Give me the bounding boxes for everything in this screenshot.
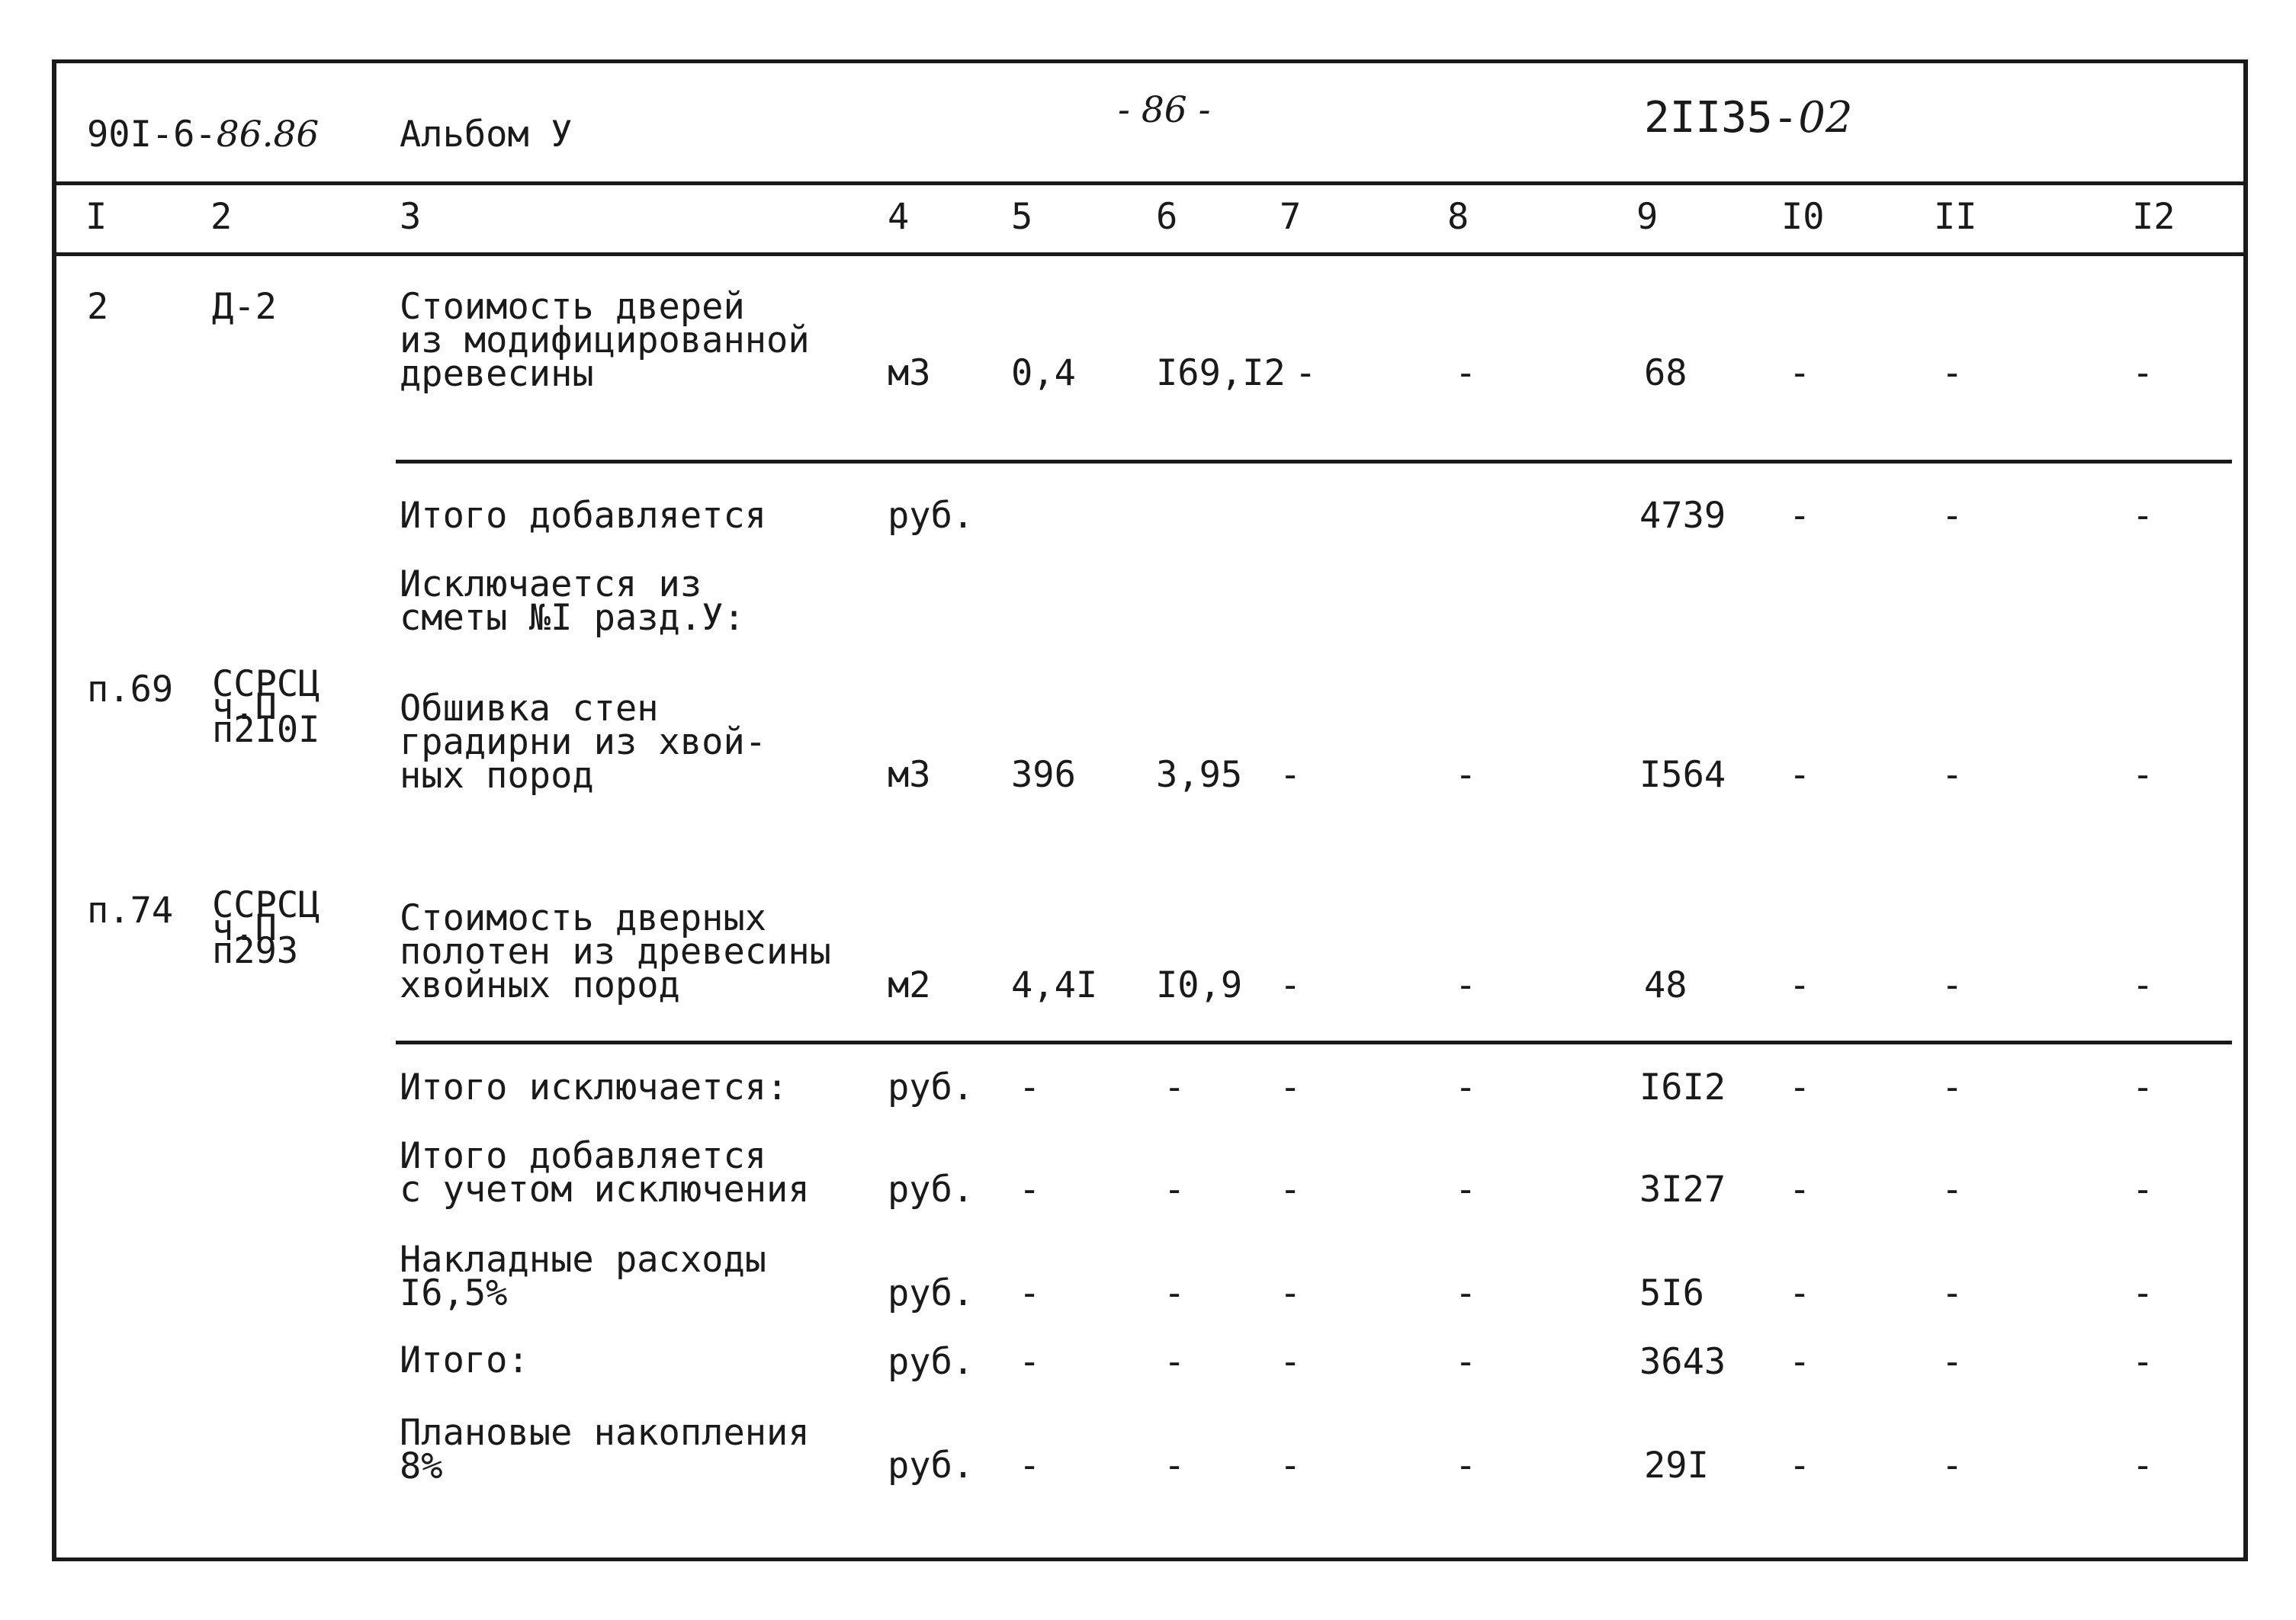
column-number: 3 (400, 196, 422, 238)
row-col11: - (1941, 964, 1964, 1006)
row-col8: - (1455, 964, 1477, 1006)
row-col11: - (1941, 1067, 1964, 1108)
doc-number-printed: 2II35- (1644, 93, 1799, 143)
row-total: 4739 (1639, 495, 1726, 537)
column-number: 9 (1636, 196, 1659, 238)
row-total: I6I2 (1639, 1067, 1726, 1108)
doc-number-handwritten: 02 (1798, 93, 1853, 143)
row-quantity: - (1019, 1169, 1041, 1211)
row-col7: - (1280, 1272, 1302, 1314)
page-number: - 86 - (1118, 89, 1211, 131)
column-header-divider (56, 252, 2243, 256)
row-quantity: 396 (1011, 754, 1076, 796)
row-unit: руб. (888, 1067, 975, 1108)
row-number: 2 (87, 286, 109, 328)
row-unit: м2 (888, 964, 931, 1006)
row-col7: - (1295, 352, 1317, 394)
row-col8: - (1455, 1067, 1477, 1108)
row-number: п.69 (87, 669, 174, 711)
row-col11: - (1941, 495, 1964, 537)
row-col7: - (1280, 1341, 1302, 1383)
row-quantity: - (1019, 1445, 1041, 1487)
row-col12: - (2132, 964, 2154, 1006)
row-unit-price: - (1164, 1341, 1186, 1383)
row-col12: - (2132, 1067, 2154, 1108)
row-unit: м3 (888, 754, 931, 796)
column-number: 6 (1156, 196, 1178, 238)
row-unit: м3 (888, 352, 931, 394)
row-col10: - (1789, 1272, 1811, 1314)
row-col11: - (1941, 1272, 1964, 1314)
row-total: 3I27 (1639, 1169, 1726, 1211)
row-col11: - (1941, 1445, 1964, 1487)
row-description: Обшивка стен градирни из хвой- ных пород (400, 688, 767, 797)
row-description: Итого: (400, 1339, 529, 1381)
row-col12: - (2132, 352, 2154, 394)
row-total: 5I6 (1639, 1272, 1704, 1314)
row-col7: - (1280, 1169, 1302, 1211)
row-total: 3643 (1639, 1341, 1726, 1383)
column-number: 2 (210, 196, 233, 238)
row-description: Стоимость дверей из модифицированной древесины (400, 286, 810, 395)
row-unit-price: - (1164, 1169, 1186, 1211)
row-col7: - (1280, 964, 1302, 1006)
row-divider (396, 460, 2232, 464)
column-number: 4 (888, 196, 910, 238)
row-description: Накладные расходы I6,5% (400, 1239, 767, 1314)
row-col8: - (1455, 1445, 1477, 1487)
row-code: ССРСЦ ч.П п293 (212, 884, 320, 972)
row-col10: - (1789, 964, 1811, 1006)
column-number: I2 (2132, 196, 2176, 238)
row-description: Итого добавляется с учетом исключения (400, 1135, 810, 1211)
row-col8: - (1455, 754, 1477, 796)
row-total: 68 (1644, 352, 1687, 394)
column-number: II (1934, 196, 1977, 238)
row-unit-price: 3,95 (1156, 754, 1243, 796)
row-col12: - (2132, 495, 2154, 537)
row-col7: - (1280, 754, 1302, 796)
row-unit-price: I0,9 (1156, 964, 1243, 1006)
row-col10: - (1789, 495, 1811, 537)
row-code: Д-2 (212, 286, 277, 328)
row-col10: - (1789, 1067, 1811, 1108)
row-description: Итого исключается: (400, 1067, 788, 1108)
column-number: 8 (1447, 196, 1469, 238)
header-divider (56, 181, 2243, 185)
row-total: 29I (1644, 1445, 1709, 1487)
row-code: ССРСЦ ч.П п2I0I (212, 663, 320, 751)
column-number: I (85, 196, 108, 238)
row-divider (396, 1041, 2232, 1044)
row-col10: - (1789, 754, 1811, 796)
row-col12: - (2132, 754, 2154, 796)
album-label: Альбом У (400, 114, 573, 156)
row-description: Стоимость дверных полотен из древесины хвойных пород (400, 897, 831, 1006)
doc-code-handwritten: 86.86 (216, 114, 320, 156)
section-heading: Исключается из сметы №I разд.У: (400, 563, 745, 639)
row-total: 48 (1644, 964, 1687, 1006)
document-sheet (52, 59, 2248, 1561)
column-number: 7 (1280, 196, 1302, 238)
row-quantity: - (1019, 1272, 1041, 1314)
row-unit-price: - (1164, 1445, 1186, 1487)
row-col8: - (1455, 1341, 1477, 1383)
row-number: п.74 (87, 890, 174, 932)
row-col11: - (1941, 352, 1964, 394)
row-total: I564 (1639, 754, 1726, 796)
row-unit: руб. (888, 1272, 975, 1314)
row-col12: - (2132, 1272, 2154, 1314)
row-col12: - (2132, 1445, 2154, 1487)
row-unit-price: - (1164, 1067, 1186, 1108)
row-col10: - (1789, 1169, 1811, 1211)
row-quantity: - (1019, 1341, 1041, 1383)
column-number: I0 (1781, 196, 1825, 238)
row-unit-price: I69,I2 (1156, 352, 1286, 394)
row-unit: руб. (888, 1169, 975, 1211)
row-quantity: - (1019, 1067, 1041, 1108)
row-quantity: 4,4I (1011, 964, 1098, 1006)
row-unit: руб. (888, 1445, 975, 1487)
row-unit-price: - (1164, 1272, 1186, 1314)
row-col10: - (1789, 352, 1811, 394)
doc-code-printed: 90I-6- (87, 114, 217, 156)
column-number: 5 (1011, 196, 1033, 238)
row-col8: - (1455, 352, 1477, 394)
row-col8: - (1455, 1272, 1477, 1314)
doc-number (1644, 93, 1853, 143)
doc-code (87, 114, 320, 156)
row-col7: - (1280, 1067, 1302, 1108)
row-col11: - (1941, 1341, 1964, 1383)
row-description: Итого добавляется (400, 495, 767, 537)
row-col10: - (1789, 1341, 1811, 1383)
row-col12: - (2132, 1341, 2154, 1383)
row-col7: - (1280, 1445, 1302, 1487)
row-col12: - (2132, 1169, 2154, 1211)
row-col11: - (1941, 754, 1964, 796)
row-unit: руб. (888, 495, 975, 537)
row-quantity: 0,4 (1011, 352, 1076, 394)
row-col10: - (1789, 1445, 1811, 1487)
row-col11: - (1941, 1169, 1964, 1211)
row-col8: - (1455, 1169, 1477, 1211)
row-description: Плановые накопления 8% (400, 1412, 810, 1487)
row-unit: руб. (888, 1341, 975, 1383)
